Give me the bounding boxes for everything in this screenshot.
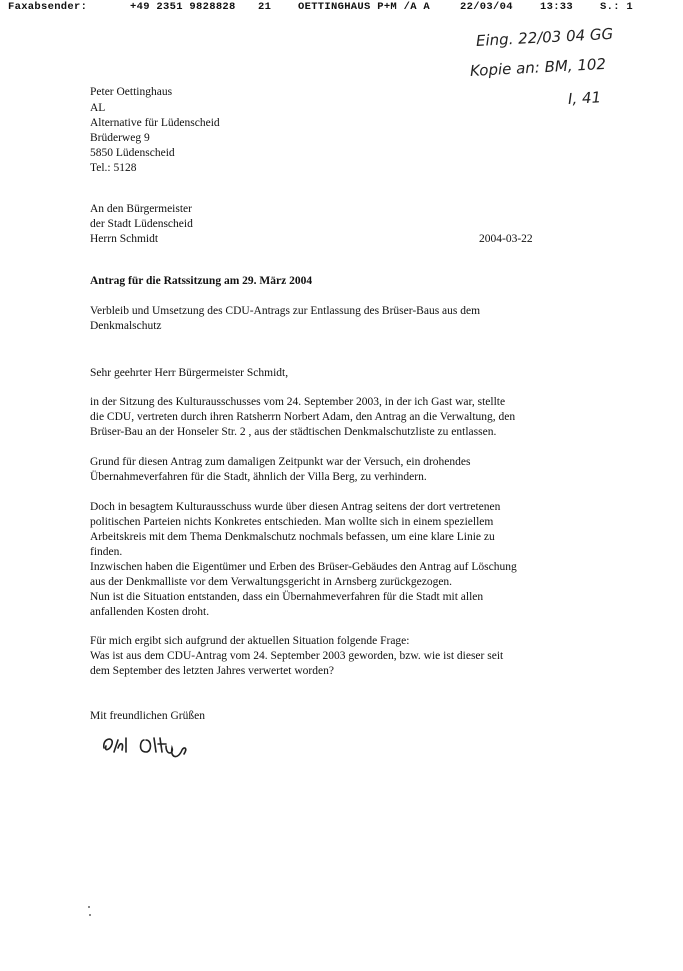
fax-number: +49 2351 9828828: [130, 1, 236, 13]
body-p4-line: Für mich ergibt sich aufgrund der aktuellen Situation folgende Frage:: [90, 635, 410, 647]
fax-date: 22/03/04: [460, 1, 513, 13]
sender-name: Peter Oettinghaus: [90, 86, 173, 98]
recipient-line-2: der Stadt Lüdenscheid: [90, 218, 193, 230]
recipient-line-3: Herrn Schmidt: [90, 233, 159, 245]
sender-telephone: Tel.: 5128: [90, 162, 137, 174]
closing: Mit freundlichen Grüßen: [90, 710, 205, 722]
handwritten-received-stamp: Eing. 22/03 04 GG: [475, 24, 614, 50]
sender-city: 5850 Lüdenscheid: [90, 147, 175, 159]
body-p3-line: Inzwischen haben die Eigentümer und Erben des Brüser-Gebäudes den Antrag auf Löschung: [90, 561, 517, 573]
body-p1-line: in der Sitzung des Kulturausschusses vom 24. September 2003, in der ich Gast war, stellte: [90, 396, 506, 408]
subject-line-3: Denkmalschutz: [90, 320, 162, 332]
recipient-line-1: An den Bürgermeister: [90, 203, 192, 215]
handwritten-signature: [100, 730, 210, 760]
fax-page-number: S.: 1: [600, 1, 634, 13]
body-p3-line: Nun ist die Situation entstanden, dass ein Übernahmeverfahren für die Stadt mit allen: [90, 591, 484, 603]
body-p3-line: Arbeitskreis mit dem Thema Denkmalschutz nochmals befassen, um eine klare Linie zu: [90, 531, 495, 543]
body-p1-line: die CDU, vertreten durch ihren Ratsherrn Norbert Adam, den Antrag an die Verwaltung, den: [90, 411, 516, 423]
body-p2-line: Grund für diesen Antrag zum damaligen Zeitpunkt war der Versuch, ein drohendes: [90, 456, 471, 468]
body-p1-line: Brüser-Bau an der Honseler Str. 2 , aus der städtischen Denkmalschutzliste zu entlassen.: [90, 426, 497, 438]
scan-speck: [88, 906, 90, 908]
sender-organization: Alternative für Lüdenscheid: [90, 117, 220, 129]
body-p3-line: anfallenden Kosten droht.: [90, 606, 210, 618]
body-p3-line: politischen Parteien nichts Konkretes entschieden. Man wollte sich in einem speziellem: [90, 516, 494, 528]
body-p4-line: dem September des letzten Jahres verwertet worden?: [90, 665, 334, 677]
salutation: Sehr geehrter Herr Bürgermeister Schmidt,: [90, 367, 289, 379]
body-p3-line: finden.: [90, 546, 123, 558]
scan-speck: [89, 914, 91, 916]
body-p3-line: aus der Denkmalliste vor dem Verwaltungsgericht in Arnsberg zurückgezogen.: [90, 576, 453, 588]
fax-sender-label: Faxabsender:: [8, 1, 88, 13]
sender-line-2: AL: [90, 102, 106, 114]
fax-code: 21: [258, 1, 272, 13]
fax-time: 13:33: [540, 1, 574, 13]
handwritten-copy-note-cont: I, 41: [567, 88, 602, 108]
body-p4-line: Was ist aus dem CDU-Antrag vom 24. September 2003 geworden, bzw. wie ist dieser seit: [90, 650, 504, 662]
subject-line-1: Antrag für die Ratssitzung am 29. März 2004: [90, 275, 313, 287]
body-p2-line: Übernahmeverfahren für die Stadt, ähnlich der Villa Berg, zu verhindern.: [90, 471, 427, 483]
subject-line-2: Verbleib und Umsetzung des CDU-Antrags zur Entlassung des Brüser-Baus aus dem: [90, 305, 481, 317]
sender-street: Brüderweg 9: [90, 132, 150, 144]
handwritten-copy-note: Kopie an: BM, 102: [469, 54, 607, 80]
body-p3-line: Doch in besagtem Kulturausschuss wurde über diesen Antrag seitens der dort vertretenen: [90, 501, 501, 513]
letter-date: 2004-03-22: [479, 233, 533, 245]
fax-header-line: [8, 0, 678, 14]
fax-sender-name: OETTINGHAUS P+M /A A: [298, 1, 431, 13]
